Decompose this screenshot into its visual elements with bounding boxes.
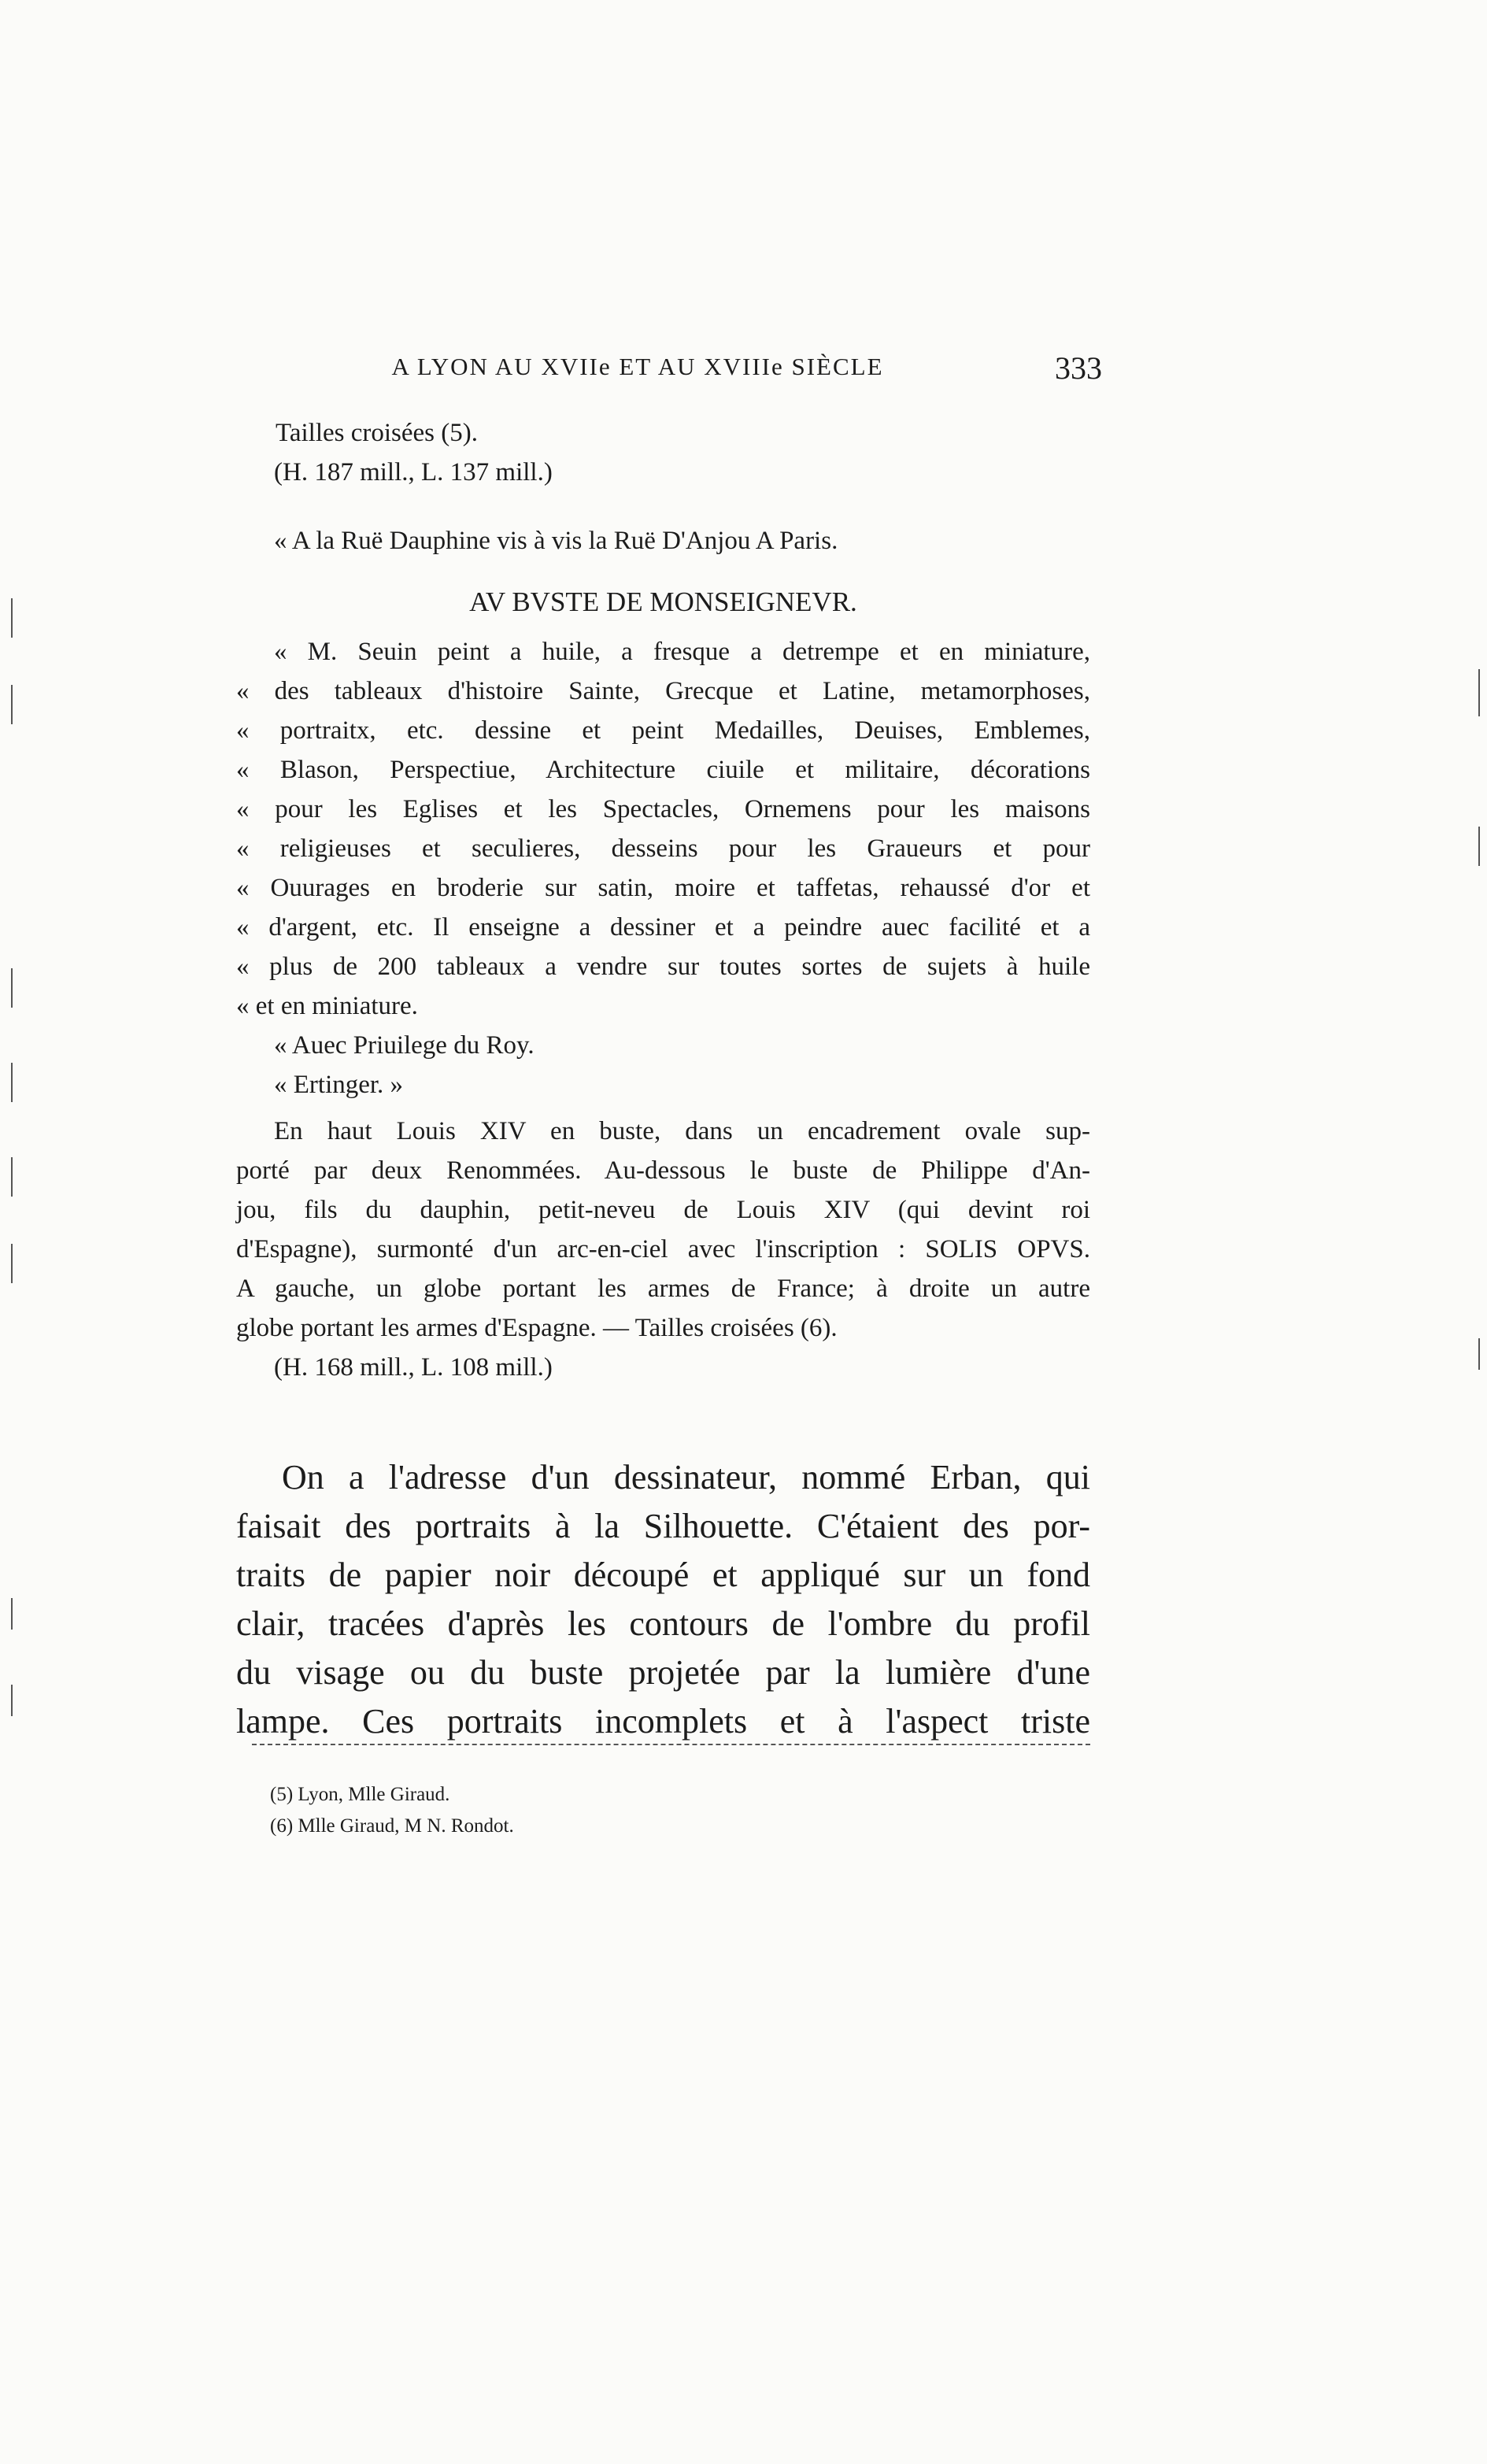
body-line: On a l'adresse d'un dessinateur, nommé Erban, qui (282, 1458, 1090, 1497)
footnotes (270, 1779, 514, 1842)
inscription-address (236, 521, 1090, 561)
description-line: A gauche, un globe portant les armes de France; à droite un autre (236, 1275, 1090, 1303)
body-line: lampe. Ces portraits incomplets et à l'aspect triste (236, 1702, 1090, 1741)
scan-edge-mark (11, 968, 13, 1008)
footnote-5: (5) Lyon, Mlle Giraud. (270, 1784, 450, 1805)
inscription-text (236, 632, 1090, 1104)
running-title: A LYON AU XVIIe ET AU XVIIIe SIÈCLE (391, 353, 884, 380)
inscription-line: « plus de 200 tableaux a vendre sur toutes sortes de sujets à huile (236, 953, 1090, 981)
body-line: faisait des portraits à la Silhouette. C'étaient des por- (236, 1507, 1090, 1545)
scan-edge-mark (11, 1685, 13, 1716)
top-entry (236, 413, 1090, 492)
inscription-line: « et en miniature. (236, 992, 418, 1020)
body-line: clair, tracées d'après les contours de l'ombre du profil (236, 1604, 1090, 1643)
scan-edge-mark (11, 1598, 13, 1630)
page-number: 333 (1055, 350, 1102, 386)
scan-edge-mark (1478, 827, 1480, 866)
engraver-line: « Ertinger. » (274, 1071, 404, 1099)
description-line: porté par deux Renommées. Au-dessous le buste de Philippe d'An- (236, 1156, 1090, 1185)
address-line: « A la Ruë Dauphine vis à vis la Ruë D'Anjou A Paris. (274, 527, 838, 555)
inscription-line: « des tableaux d'histoire Sainte, Grecque et Latine, metamorphoses, (236, 677, 1090, 705)
body-line: traits de papier noir découpé et appliqué sur un fond (236, 1556, 1090, 1594)
description-line: En haut Louis XIV en buste, dans un encadrement ovale sup- (274, 1117, 1090, 1145)
scan-edge-mark (11, 1244, 13, 1283)
scan-edge-mark (11, 1157, 13, 1197)
scan-edge-mark (1478, 1338, 1480, 1370)
inscription-sign (236, 583, 1090, 622)
inscription-line: « Ouurages en broderie sur satin, moire et taffetas, rehaussé d'or et (236, 874, 1090, 902)
privilege-line: « Auec Priuilege du Roy. (274, 1031, 535, 1060)
body-paragraph (236, 1453, 1090, 1746)
inscription-line: « M. Seuin peint a huile, a fresque a detrempe et en miniature, (274, 638, 1090, 666)
description-dimensions: (H. 168 mill., L. 108 mill.) (274, 1353, 553, 1382)
description-line: d'Espagne), surmonté d'un arc-en-ciel avec l'inscription : SOLIS OPVS. (236, 1235, 1090, 1263)
scan-edge-mark (11, 1063, 13, 1102)
inscription-line: « religieuses et seculieres, desseins pour les Graueurs et pour (236, 834, 1090, 863)
sign-line: AV BVSTE DE MONSEIGNEVR. (469, 586, 857, 617)
description-line: globe portant les armes d'Espagne. — Tailles croisées (6). (236, 1314, 838, 1342)
description-paragraph (236, 1112, 1090, 1387)
scan-edge-mark (1478, 669, 1480, 716)
inscription-line: « portraitx, etc. dessine et peint Medailles, Deuises, Emblemes, (236, 716, 1090, 745)
description-line: jou, fils du dauphin, petit-neveu de Louis XIV (qui devint roi (236, 1196, 1090, 1224)
dimensions-line: (H. 187 mill., L. 137 mill.) (274, 458, 553, 487)
footnote-rule (252, 1744, 1090, 1745)
technique-line: Tailles croisées (5). (276, 419, 479, 447)
page-header (252, 350, 1102, 392)
inscription-line: « pour les Eglises et les Spectacles, Ornemens pour les maisons (236, 795, 1090, 823)
scan-edge-mark (11, 685, 13, 724)
inscription-line: « d'argent, etc. Il enseigne a dessiner et a peindre auec facilité et a (236, 913, 1090, 942)
body-line: du visage ou du buste projetée par la lumière d'une (236, 1653, 1090, 1692)
scan-edge-mark (11, 598, 13, 638)
footnote-6: (6) Mlle Giraud, M N. Rondot. (270, 1815, 514, 1837)
inscription-line: « Blason, Perspectiue, Architecture ciuile et militaire, décorations (236, 756, 1090, 784)
